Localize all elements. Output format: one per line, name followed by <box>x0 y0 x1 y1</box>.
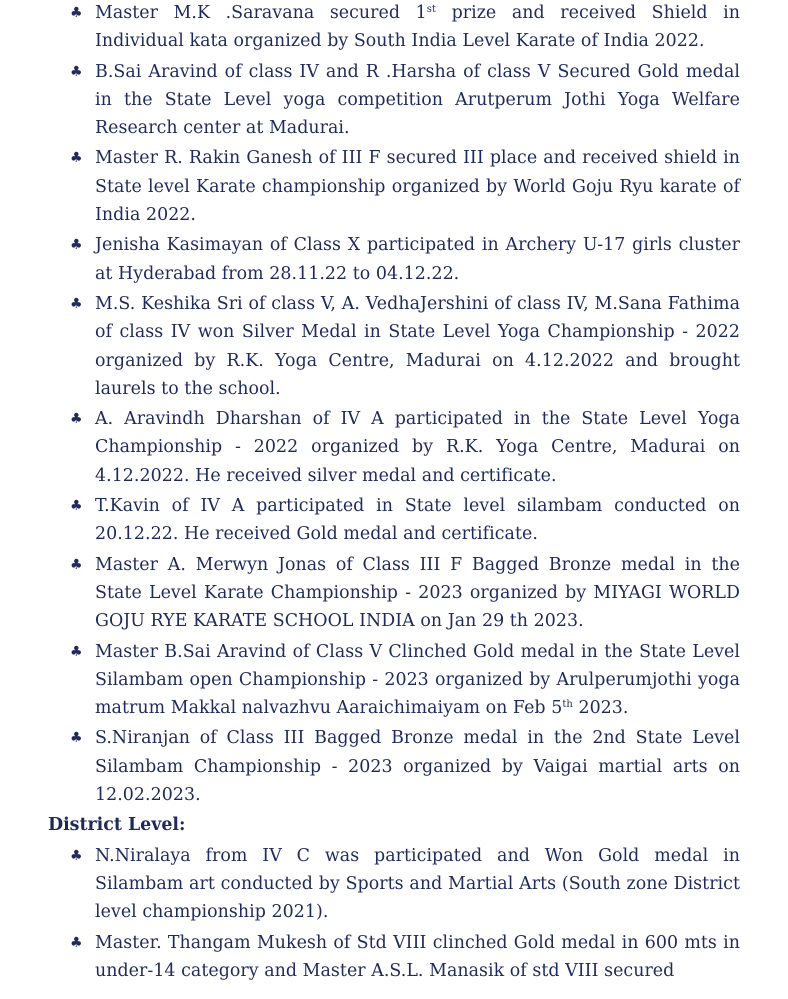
club-bullet-icon: ♣ <box>70 643 83 660</box>
club-bullet-icon: ♣ <box>70 63 83 80</box>
list-item: ♣ A. Aravindh Dharshan of IV A participated in the State Level Yoga Championship - 2022 organized by R.K. Yoga Centre, Madurai on 4.12.2022. He received silver medal and certificate. <box>0 405 788 490</box>
list-item: ♣ S.Niranjan of Class III Bagged Bronze medal in the 2nd State Level Silambam Championship - 2023 organized by Vaigai martial arts on 12.02.2023. <box>0 724 788 809</box>
list-item: ♣ Master. Thangam Mukesh of Std VIII clinched Gold medal in 600 mts in under-14 category and Master A.S.L. Manasik of std VIII secured <box>0 929 788 986</box>
list-item: ♣ Master M.K .Saravana secured 1st prize and received Shield in Individual kata organized by South India Level Karate of India 2022. <box>0 0 788 56</box>
club-bullet-icon: ♣ <box>70 498 83 515</box>
list-item: ♣ Master A. Merwyn Jonas of Class III F Bagged Bronze medal in the State Level Karate Championship - 2023 organized by MIYAGI WORLD GOJU RYE KARATE SCHOOL INDIA on Jan 29 th 2023. <box>0 551 788 636</box>
club-bullet-icon: ♣ <box>70 847 83 864</box>
list-item: ♣ B.Sai Aravind of class IV and R .Harsha of class V Secured Gold medal in the State Level yoga competition Arutperum Jothi Yoga Welfare Research center at Madurai. <box>0 58 788 143</box>
club-bullet-icon: ♣ <box>70 295 83 312</box>
list-item: ♣ T.Kavin of IV A participated in State level silambam conducted on 20.12.22. He received Gold medal and certificate. <box>0 492 788 549</box>
club-bullet-icon: ♣ <box>70 934 83 951</box>
club-bullet-icon: ♣ <box>70 5 83 21</box>
list-item: ♣ M.S. Keshika Sri of class V, A. VedhaJershini of class IV, M.Sana Fathima of class IV won Silver Medal in State Level Yoga Championship - 2022 organized by R.K. Yoga Centre, Madurai on 4.12.2022 and brought laurels to the school. <box>0 290 788 403</box>
club-bullet-icon: ♣ <box>70 730 83 747</box>
district-level-achievements-list <box>0 842 788 985</box>
list-item: ♣ Master B.Sai Aravind of Class V Clinched Gold medal in the State Level Silambam open Championship - 2023 organized by Arulperumjothi yoga matrum Makkal nalvazhvu Aaraichimaiyam on Feb 5th 2023. <box>0 638 788 723</box>
club-bullet-icon: ♣ <box>70 411 83 428</box>
club-bullet-icon: ♣ <box>70 150 83 167</box>
district-level-heading: District Level: <box>48 815 186 836</box>
list-item: ♣ N.Niralaya from IV C was participated and Won Gold medal in Silambam art conducted by Sports and Martial Arts (South zone District level championship 2021). <box>0 842 788 927</box>
list-item: ♣ Master R. Rakin Ganesh of III F secured III place and received shield in State level Karate championship organized by World Goju Ryu karate of India 2022. <box>0 144 788 229</box>
club-bullet-icon: ♣ <box>70 556 83 573</box>
list-item: ♣ Jenisha Kasimayan of Class X participated in Archery U-17 girls cluster at Hyderabad from 28.11.22 to 04.12.22. <box>0 231 788 288</box>
club-bullet-icon: ♣ <box>70 237 83 254</box>
